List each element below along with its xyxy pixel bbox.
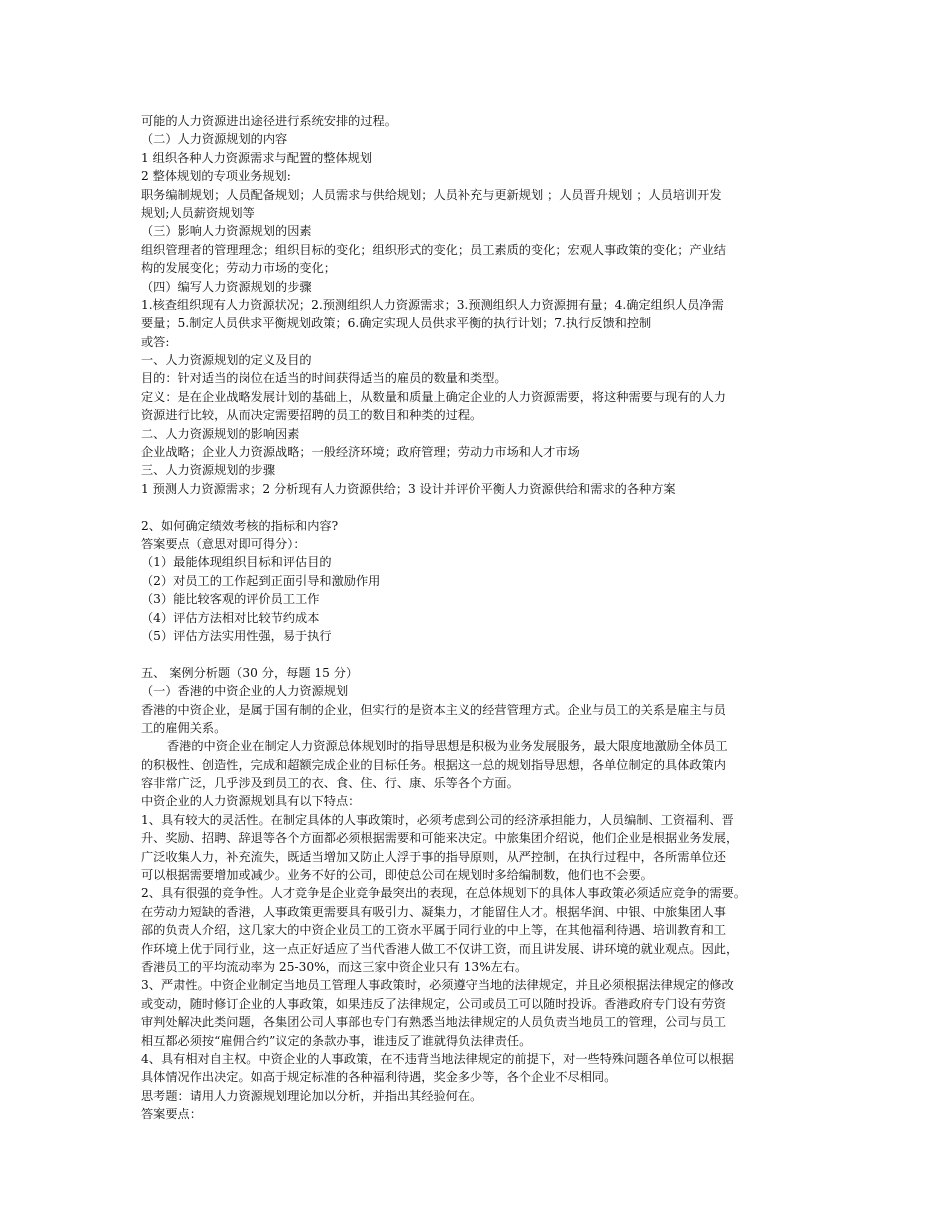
text-line: 3、严肃性。中资企业制定当地员工管理人事政策时，必须遵守当地的法律规定，并且必须根据法律规定的修改 [141, 978, 734, 993]
text-line: 一、人力资源规划的定义及目的 [141, 353, 312, 368]
text-line: 审判处解决此类问题，各集团公司人事部也专门有熟悉当地法律规定的人员负责当地员工的管理，公司与员工 [141, 1015, 726, 1030]
text-line: 构的发展变化；劳动力市场的变化； [141, 261, 336, 276]
text-line: （5）评估方法实用性强，易于执行 [141, 628, 332, 643]
text-line: （四）编写人力资源规划的步骤 [141, 279, 312, 294]
text-line: 1.核查组织现有人力资源状况；2.预测组织人力资源需求；3.预测组织人力资源拥有量；4.确定组织人员净需 [141, 297, 724, 312]
blank-line [141, 645, 821, 663]
text-line: 思考题：请用人力资源规划理论加以分析，并指出其经验何在。 [141, 1088, 483, 1103]
text-line: 具体情况作出决定。如高于规定标准的各种福利待遇，奖金多少等，各个企业不尽相同。 [141, 1070, 617, 1085]
text-line: （二）人力资源规划的内容 [141, 132, 288, 147]
text-line: 升、奖励、招聘、辞退等各个方面都必须根据需要和可能来决定。中旅集团介绍说，他们企业是根据业务发展， [141, 831, 739, 846]
text-line: 工的雇佣关系。 [141, 720, 227, 735]
blank-line [141, 498, 821, 516]
text-line: 企业战略；企业人力资源战略；一般经济环境；政府管理；劳动力市场和人才市场 [141, 445, 580, 460]
text-line: 4、具有相对自主权。中资企业的人事政策，在不违背当地法律规定的前提下，对一些特殊问题各单位可以根据 [141, 1051, 734, 1066]
text-line: 2 整体规划的专项业务规划: [141, 169, 291, 184]
text-line: 相互都必须按“雇佣合约”议定的条款办事，谁违反了谁就得负法律责任。 [141, 1033, 532, 1048]
text-line: 1 预测人力资源需求；2 分析现有人力资源供给；3 设计并评价平衡人力资源供给和需求的各种方案 [141, 481, 676, 496]
text-line: 组织管理者的管理理念；组织目标的变化；组织形式的变化；员工素质的变化；宏观人事政策的变化；产业结 [141, 242, 726, 257]
text-line: （4）评估方法相对比较节约成本 [141, 610, 320, 625]
text-line: 1 组织各种人力资源需求与配置的整体规划 [141, 150, 373, 165]
text-line: 广泛收集人力，补充流失，既适当增加又防止人浮于事的指导原则，从严控制，在执行过程中，各所需单位还 [141, 849, 726, 864]
text-line: （三）影响人力资源规划的因素 [141, 224, 312, 239]
text-line: 要量；5.制定人员供求平衡规划政策；6.确定实现人员供求平衡的执行计划；7.执行反馈和控制 [141, 316, 652, 331]
text-line: 在劳动力短缺的香港，人事政策更需要具有吸引力、凝集力，才能留住人才。根据华润、中银、中旅集团人事 [141, 904, 726, 919]
text-line: 定义：是在企业战略发展计划的基础上，从数量和质量上确定企业的人力资源需要，将这种需要与现有的人力 [141, 389, 726, 404]
text-line: 目的：针对适当的岗位在适当的时间获得适当的雇员的数量和类型。 [141, 371, 507, 386]
text-line: 容非常广泛，几乎涉及到员工的衣、食、住、行、康、乐等各个方面。 [141, 776, 519, 791]
text-line: 资源进行比较，从而决定需要招聘的员工的数目和种类的过程。 [141, 408, 483, 423]
text-line: 三、人力资源规划的步骤 [141, 463, 276, 478]
document-page [141, 112, 821, 1123]
text-line: 作环境上优于同行业，这一点正好适应了当代香港人做工不仅讲工资，而且讲发展、讲环境的就业观点。因此， [141, 941, 739, 956]
text-line: 香港的中资企业，是属于国有制的企业，但实行的是资本主义的经营管理方式。企业与员工的关系是雇主与员 [141, 702, 726, 717]
text-line: 或答: [141, 334, 170, 349]
text-line: （3）能比较客观的评价员工工作 [141, 592, 320, 607]
text-line: 香港的中资企业在制定人力资源总体规划时的指导思想是积极为业务发展服务，最大限度地激励全体员工 [167, 739, 728, 754]
text-line: 香港员工的平均流动率为 25-30%，而这三家中资企业只有 13%左右。 [141, 959, 528, 974]
text-line: 1、具有较大的灵活性。在制定具体的人事政策时，必须考虑到公司的经济承担能力，人员编制、工资福利、晋 [141, 812, 734, 827]
text-line: 或变动，随时修订企业的人事政策，如果违反了法律规定，公司或员工可以随时投诉。香港政府专门设有劳资 [141, 996, 726, 1011]
text-line: 2、具有很强的竞争性。人才竞争是企业竞争最突出的表现，在总体规划下的具体人事政策必须适应竞争的需要。 [141, 886, 746, 901]
text-line: （2）对员工的工作起到正面引导和激励作用 [141, 573, 381, 588]
text-line: 部的负责人介绍，这几家大的中资企业员工的工资水平属于同行业的中上等，在其他福利待遇、培训教育和工 [141, 923, 726, 938]
text-line: 中资企业的人力资源规划具有以下特点： [141, 794, 361, 809]
text-line: 答案要点（意思对即可得分）： [141, 536, 306, 551]
text-line: 职务编制规划；人员配备规划；人员需求与供给规划；人员补充与更新规划 ；人员晋升规划 ；人员培训开发 [141, 187, 722, 202]
text-line: 的积极性、创造性，完成和超额完成企业的目标任务。根据这一总的规划指导思想，各单位制定的具体政策内 [141, 757, 726, 772]
text-line: 五、 案例分析题（30 分，每题 15 分） [141, 665, 359, 680]
text-line: 可以根据需要增加或减少。业务不好的公司，即使总公司在规划时多给编制数，他们也不会要。 [141, 868, 653, 883]
text-line: 规划;人员薪资规划等 [141, 205, 255, 220]
text-line: （1）最能体现组织目标和评估目的 [141, 555, 332, 570]
text-line: 可能的人力资源进出途径进行系统安排的过程。 [141, 114, 397, 128]
text-line: 二、人力资源规划的影响因素 [141, 426, 300, 441]
text-line: （一）香港的中资企业的人力资源规划 [141, 684, 349, 699]
text-line: 2、如何确定绩效考核的指标和内容? [141, 518, 339, 533]
text-line: 答案要点： [141, 1107, 202, 1122]
